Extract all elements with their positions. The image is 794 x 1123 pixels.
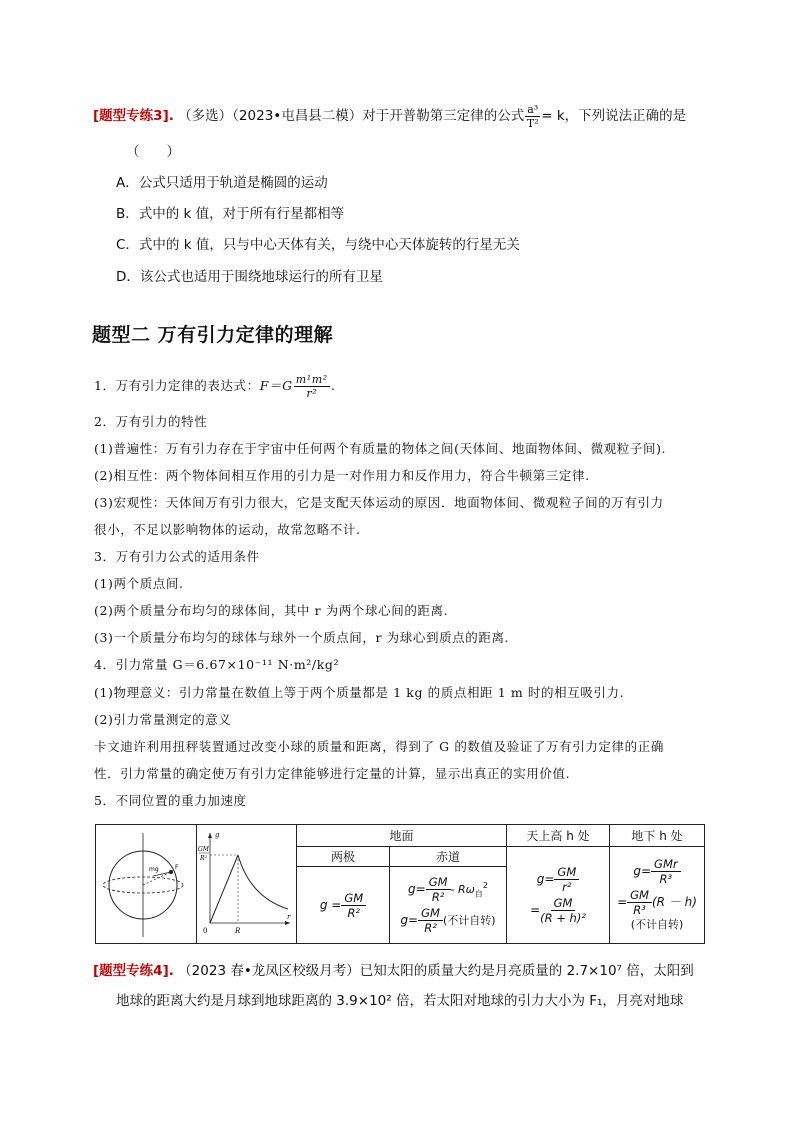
question-text: （2023 春•龙凤区校级月考）已知太阳的质量大约是月亮质量的 2.7×10⁷ 倍，太阳到 — [178, 963, 694, 979]
origin-label: 0 — [202, 926, 207, 935]
graph-cell — [197, 825, 297, 944]
equator-formula-1: g= $\frac{GM}{\text{R²}}$ - $R\omega_自^2$ — [408, 875, 488, 905]
note-line: (2)两个质量分布均匀的球体间，其中 r 为两个球心间的距离. — [94, 603, 449, 618]
note-line: 5．不同位置的重力加速度 — [94, 793, 247, 808]
question-3-stem — [93, 104, 686, 129]
note-line: (3)一个质量分布均匀的球体与球外一个质点间，r 为球心到质点的距离. — [94, 630, 510, 645]
note-line: 3．万有引力公式的适用条件 — [94, 549, 260, 564]
note-line: (3)宏观性：天体间万有引力很大，它是支配天体运动的原因．地面物体间、微观粒子间的万有引力 — [94, 495, 664, 510]
note-line: 卡文迪许利用扭秤装置通过改变小球的质量和距离，得到了 G 的数值及验证了万有引力定律的正确 — [94, 739, 664, 754]
note-text: 1．万有引力定律的表达式： — [94, 378, 260, 393]
equator-formula-cell — [390, 867, 507, 944]
underground-formula-cell — [610, 847, 705, 944]
note-line: (1)普遍性：万有引力存在于宇宙中任何两个有质量的物体之间(天体间、地面物体间、微观粒子间). — [94, 441, 667, 456]
option-d: D．该公式也适用于围绕地球运行的所有卫星 — [116, 269, 383, 285]
question-4-continued: 地球的距离大约是月球到地球距离的 3.9×10² 倍，若太阳对地球的引力大小为 F₁，月亮对地球 — [116, 993, 684, 1009]
g-vs-r-graph — [198, 827, 296, 939]
axis-r-label: r — [286, 912, 290, 921]
no-rotation-note: (不计自转) — [630, 918, 684, 932]
option-a: A．公式只适用于轨道是椭圆的运动 — [116, 175, 328, 191]
note-line: 性．引力常量的确定使万有引力定律能够进行定量的计算，显示出真正的实用价值. — [94, 766, 571, 781]
kepler-formula — [525, 104, 540, 129]
note-line: 2．万有引力的特性 — [94, 414, 208, 429]
question-tag: [题型专练4]. — [93, 963, 174, 979]
label-f: F — [175, 863, 179, 871]
question-4-stem — [93, 962, 694, 980]
header-ground: 地面 — [297, 825, 507, 847]
note-line: (2)相互性：两个物体间相互作用的引力是一对作用力和反作用力，符合牛顿第三定律. — [94, 468, 590, 483]
note-line: (2)引力常量测定的意义 — [94, 712, 232, 727]
option-c: C．式中的 k 值，只与中心天体有关，与绕中心天体旋转的行星无关 — [116, 237, 520, 253]
header-sky: 天上高 h 处 — [507, 825, 610, 847]
equator-formula-2: g= $\frac{GM}{\text{R²}}$ (不计自转) — [400, 906, 496, 936]
poles-formula-cell: g = $\frac{GM}{\text{R²}}$ — [297, 867, 390, 944]
answer-blank: （ ） — [126, 144, 180, 160]
formula-denominator: r² — [306, 387, 318, 400]
under-formula-1: g= GMr R³ — [610, 858, 704, 885]
earth-figure-cell — [96, 825, 197, 944]
header-poles: 两极 — [297, 847, 390, 867]
tick-gm: GM — [197, 845, 209, 853]
note-line: 很小，不足以影响物体的运动，故常忽略不计. — [94, 522, 361, 537]
formula-denominator: T² — [526, 117, 539, 130]
note-line: 4．引力常量 G＝6.67×10⁻¹¹ N·m²/kg² — [94, 657, 340, 672]
formula-end: . — [330, 378, 336, 393]
gravity-acceleration-table — [95, 824, 705, 944]
note-line: (1)两个质点间. — [94, 576, 184, 591]
axis-g-label: g — [214, 830, 219, 839]
section-title: 题型二 万有引力定律的理解 — [92, 324, 334, 346]
tick-r-label: R — [234, 926, 240, 935]
sky-formula-cell — [507, 847, 610, 944]
header-equator: 赤道 — [390, 847, 507, 867]
under-formula-2: = $\frac{GM}{\text{R³}}$ (R － h) — [617, 888, 697, 918]
header-underground: 地下 h 处 — [610, 825, 705, 847]
tick-r2: R² — [199, 854, 207, 862]
formula-numerator: a³ — [527, 103, 539, 116]
formula-rhs: = k，下列说法正确的是 — [541, 108, 687, 124]
label-mg: mg — [149, 865, 159, 873]
sky-formula-2: = $\frac{GM}{\text{(R + h)²}}$ — [530, 896, 586, 926]
note-line: (1)物理意义：引力常量在数值上等于两个质量都是 1 kg 的质点相距 1 m 时的相互吸引力. — [94, 685, 625, 700]
option-b: B．式中的 k 值，对于所有行星都相等 — [116, 206, 345, 222]
note-line — [94, 374, 335, 399]
earth-diagram — [97, 827, 195, 939]
formula-numerator: m¹m² — [295, 373, 328, 386]
sky-formula-1: g= $\frac{GM}{\text{r²}}$ — [507, 866, 609, 893]
gravitation-formula — [294, 374, 330, 399]
question-tag: [题型专练3]. — [93, 108, 174, 124]
question-text: （多选）（2023•屯昌县二模）对于开普勒第三定律的公式 — [178, 108, 525, 124]
formula-lhs: F＝G — [259, 378, 293, 393]
